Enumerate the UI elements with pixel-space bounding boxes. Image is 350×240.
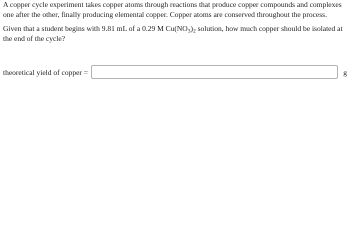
subscript-two: 2: [192, 28, 196, 35]
unit-label: g: [343, 67, 347, 77]
intro-paragraph: A copper cycle experiment takes copper atoms through reactions that produce copper compounds and complexes one after the other, finally producing elemental copper. Copper atoms are conserved throughout the process.: [3, 0, 342, 19]
question-text-start: Given that a student begins with 9.81 mL of a 0.29 M Cu(NO: [3, 24, 188, 33]
closing-parenthesis: ): [190, 24, 193, 33]
answer-label: theoretical yield of copper =: [3, 67, 89, 77]
theoretical-yield-input[interactable]: [91, 65, 338, 79]
answer-row: [3, 64, 348, 80]
question-text-end: solution, how much copper should be isolated at the end of the cycle?: [3, 24, 343, 43]
subscript-three: 3: [187, 28, 191, 35]
question-paragraph: [3, 24, 346, 44]
